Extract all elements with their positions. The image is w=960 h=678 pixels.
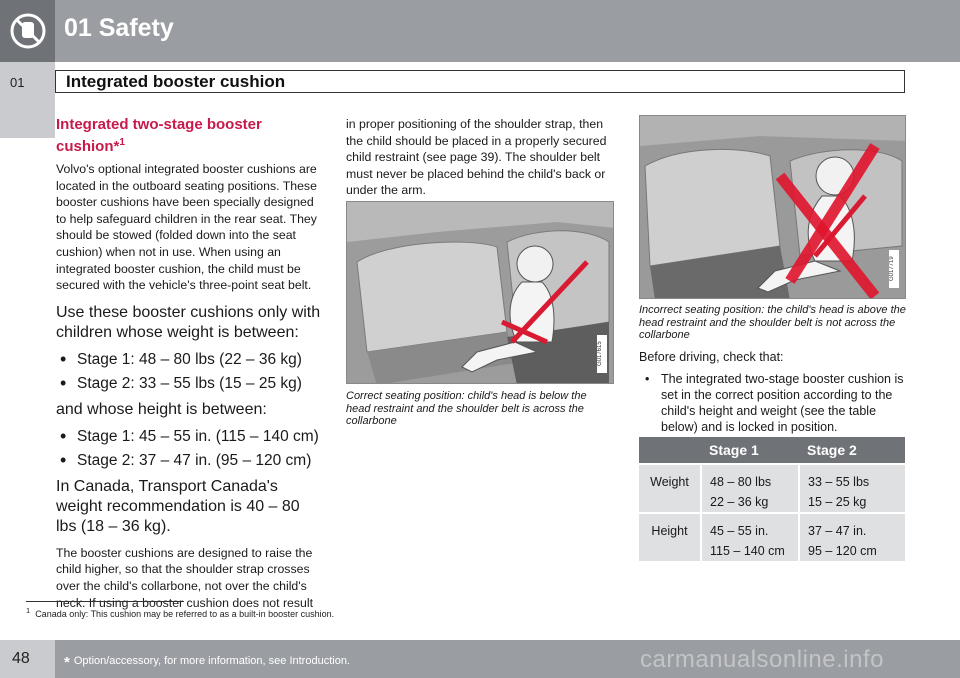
weight-lead: Use these booster cushions only with children whose weight is between: (56, 303, 321, 341)
list-item: • Stage 2: 33 – 55 lbs (15 – 25 kg) (56, 372, 323, 396)
footer-note: * Option/accessory, for more information, see Introduction. (64, 654, 350, 671)
check-lead: Before driving, check that: (639, 350, 784, 364)
table-row (639, 513, 905, 561)
watermark: carmanualsonline.info (640, 646, 884, 673)
designed-paragraph: The booster cushions are designed to raise the child higher, so that the shoulder strap crosses over the child's collarbone, not over the child's neck. If using a booster cushion does not result (56, 545, 314, 610)
caption-incorrect: Incorrect seating position: the child's head is above the head restraint and the shoulder belt is not across the collarbone (639, 304, 906, 341)
list-item: • Stage 1: 48 – 80 lbs (22 – 36 kg) (56, 348, 323, 372)
correct-position-image (346, 201, 614, 384)
table-row (639, 464, 905, 513)
row-label: Weight (639, 464, 701, 513)
footnote: $^1$ Canada only: This cushion may be referred to as a built-in booster cushion. (26, 606, 335, 619)
section-heading: Integrated two-stage booster cushion*$^1$ (56, 116, 262, 155)
column-1 (56, 116, 323, 611)
list-item: • Stage 2: 37 – 47 in. (95 – 120 cm) (56, 449, 323, 473)
chapter-side-tab-label: 01 (10, 75, 25, 90)
height-list (56, 425, 323, 473)
column-3 (639, 349, 907, 435)
intro-paragraph: Volvo's optional integrated booster cushions are located in the outboard seating positions. These booster cushions have been specially designed to help safeguard children in the rear seat. They should be stowed (folded down into the seat cushion) when not in use. When using an integrated booster cushion, the child must be secured with the vehicle's three-point seat belt. (56, 162, 317, 293)
table-header: Stage 1 (701, 437, 799, 464)
table-header: Stage 2 (799, 437, 905, 464)
stage-table (639, 437, 905, 561)
table-cell: 45 – 55 in. 115 – 140 cm (701, 513, 799, 561)
image-code: G017615 (597, 335, 607, 373)
column-2 (346, 116, 614, 199)
no-child-seat-icon (0, 0, 55, 62)
image-code: G017719 (889, 250, 899, 288)
canada-note: In Canada, Transport Canada's weight recommendation is 40 – 80 lbs (18 – 36 kg). (56, 477, 300, 535)
caption-correct: Correct seating position: child's head is below the head restraint and the shoulder belt is across the collarbone (346, 390, 587, 427)
footnote-divider (26, 601, 184, 602)
section-title-bar (55, 70, 905, 93)
chapter-title: 01 Safety (64, 14, 174, 42)
chapter-side-tab[interactable] (0, 62, 55, 138)
list-item: • The integrated two-stage booster cushion is set in the correct position according to the child's height and weight (see the table below) and is locked in position. (639, 371, 907, 435)
section-title: Integrated booster cushion (66, 72, 286, 91)
height-lead: and whose height is between: (56, 400, 267, 418)
table-cell: 33 – 55 lbs 15 – 25 kg (799, 464, 905, 513)
table-cell: 37 – 47 in. 95 – 120 cm (799, 513, 905, 561)
table-cell: 48 – 80 lbs 22 – 36 kg (701, 464, 799, 513)
incorrect-position-image (639, 115, 906, 299)
weight-list (56, 348, 323, 396)
table-header (639, 437, 701, 464)
list-item: • Stage 1: 45 – 55 in. (115 – 140 cm) (56, 425, 323, 449)
continued-paragraph: in proper positioning of the shoulder strap, then the child should be placed in a properly secured child restraint (see page 39). The shoulder belt must never be placed behind the child's back or under the arm. (346, 117, 607, 198)
page-number: 48 (12, 650, 30, 667)
row-label: Height (639, 513, 701, 561)
